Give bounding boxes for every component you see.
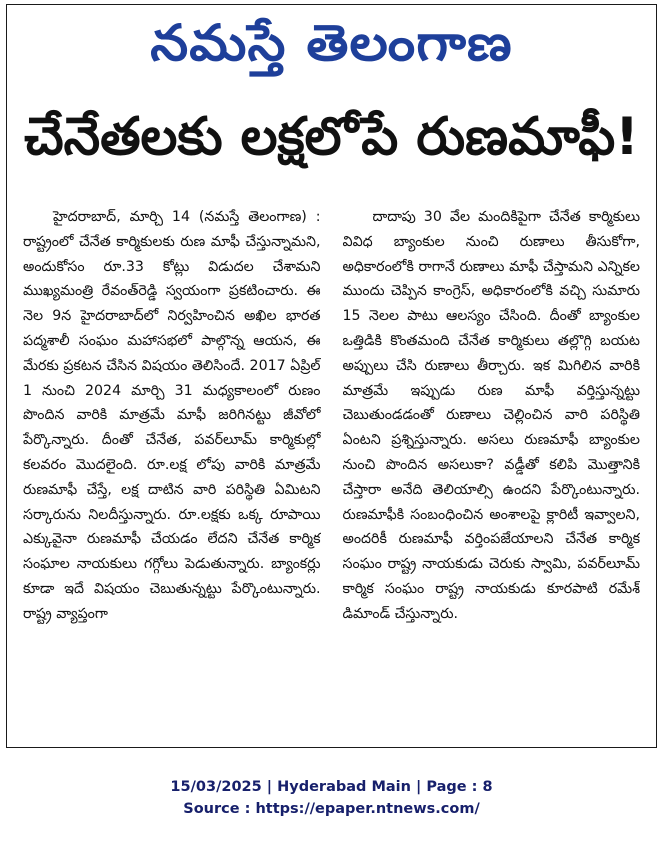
- source-link[interactable]: Source : https://epaper.ntnews.com/: [183, 801, 480, 817]
- article-column-left: హైదరాబాద్, మార్చి 14 (నమస్తే తెలంగాణ) : రాష్ట్రంలో చేనేత కార్మికులకు రుణ మాఫీ చేస్తున్నామని, అందుకోసం రూ.33 కోట్లు విడుదల చేశామని ముఖ్యమంత్రి రేవంత్‌రెడ్డి స్వయంగా ప్రకటించారు. ఈ నెల 9న హైదరాబాద్‌లో నిర్వహించిన అఖిల భారత పద్మశాలీ సంఘం మహాసభలో పాల్గొన్న ఆయన, ఈ మేరకు ప్రకటన చేసిన విషయం తెలిసిందే. 2017 ఏప్రిల్ 1 నుంచి 2024 మార్చి 31 మధ్యకాలంలో రుణం పొందిన వారికి మాత్రమే మాఫీ జరిగినట్టు జీవోలో పేర్కొన్నారు. దీంతో చేనేత, పవర్‌లూమ్ కార్మికుల్లో కలవరం మొదలైంది. రూ.లక్ష లోపు వారికి మాత్రమే రుణమాఫీ చేస్తే, లక్ష దాటిన వారి పరిస్థితి ఏమిటని సర్కారును నిలదీస్తున్నారు. రూ.లక్షకు ఒక్క రూపాయి ఎక్కువైనా రుణమాఫీ చేయడం లేదని చేనేత కార్మిక సంఘాల నాయకులు గగ్గోలు పెడుతున్నారు. బ్యాంకర్లు కూడా ఇదే విషయం చెబుతున్నట్టు పేర్కొంటున్నారు. రాష్ట్ర వ్యాప్తంగా: [23, 209, 321, 622]
- masthead-logo: నమస్తే తెలంగాణ: [150, 14, 513, 72]
- article-column-right: దాదాపు 30 వేల మందికిపైగా చేనేత కార్మికులు వివిధ బ్యాంకుల నుంచి రుణాలు తీసుకోగా, అధికారంలోకి రాగానే రుణాలు మాఫీ చేస్తామని ఎన్నికల ముందు చెప్పిన కాంగ్రెస్, అధికారంలోకి వచ్చి సుమారు 15 నెలల పాటు ఆలస్యం చేసింది. దీంతో బ్యాంకుల ఒత్తిడికి కొంతమంది చేనేత కార్మికులు తల్లొగ్గి బయట అప్పులు చేసి రుణాలు తీర్చారు. ఇక మిగిలిన వారికి మాత్రమే ఇప్పుడు రుణ మాఫీ వర్తిస్తున్నట్టు చెబుతుండడంతో రుణాలు చెల్లించిన వారి పరిస్థితి ఏంటని ప్రశ్నిస్తున్నారు. అసలు రుణమాఫీ బ్యాంకుల నుంచి పొందిన అసలుకా? వడ్డీతో కలిపి మొత్తానికి చేస్తారా అనేది తెలియాల్సి ఉందని పేర్కొంటున్నారు. రుణమాఫీకి సంబంధించిన అంశాలపై క్లారిటీ ఇవ్వాలని, అందరికీ రుణమాఫీ వర్తింపజేయాలని చేనేత కార్మిక సంఘం రాష్ట్ర నాయకుడు చెరుకు స్వామి, పవర్‌లూమ్ కార్మిక సంఘం రాష్ట్ర నాయకుడు కూరపాటి రమేశ్ డిమాండ్ చేస్తున్నారు.: [342, 209, 640, 622]
- clipping-footer: [0, 776, 663, 820]
- article-body: [23, 205, 640, 745]
- newspaper-clipping: [6, 4, 657, 748]
- article-headline: చేనేతలకు లక్షలోపే రుణమాఫీ!: [24, 107, 639, 167]
- edition-info: 15/03/2025 | Hyderabad Main | Page : 8: [170, 779, 493, 795]
